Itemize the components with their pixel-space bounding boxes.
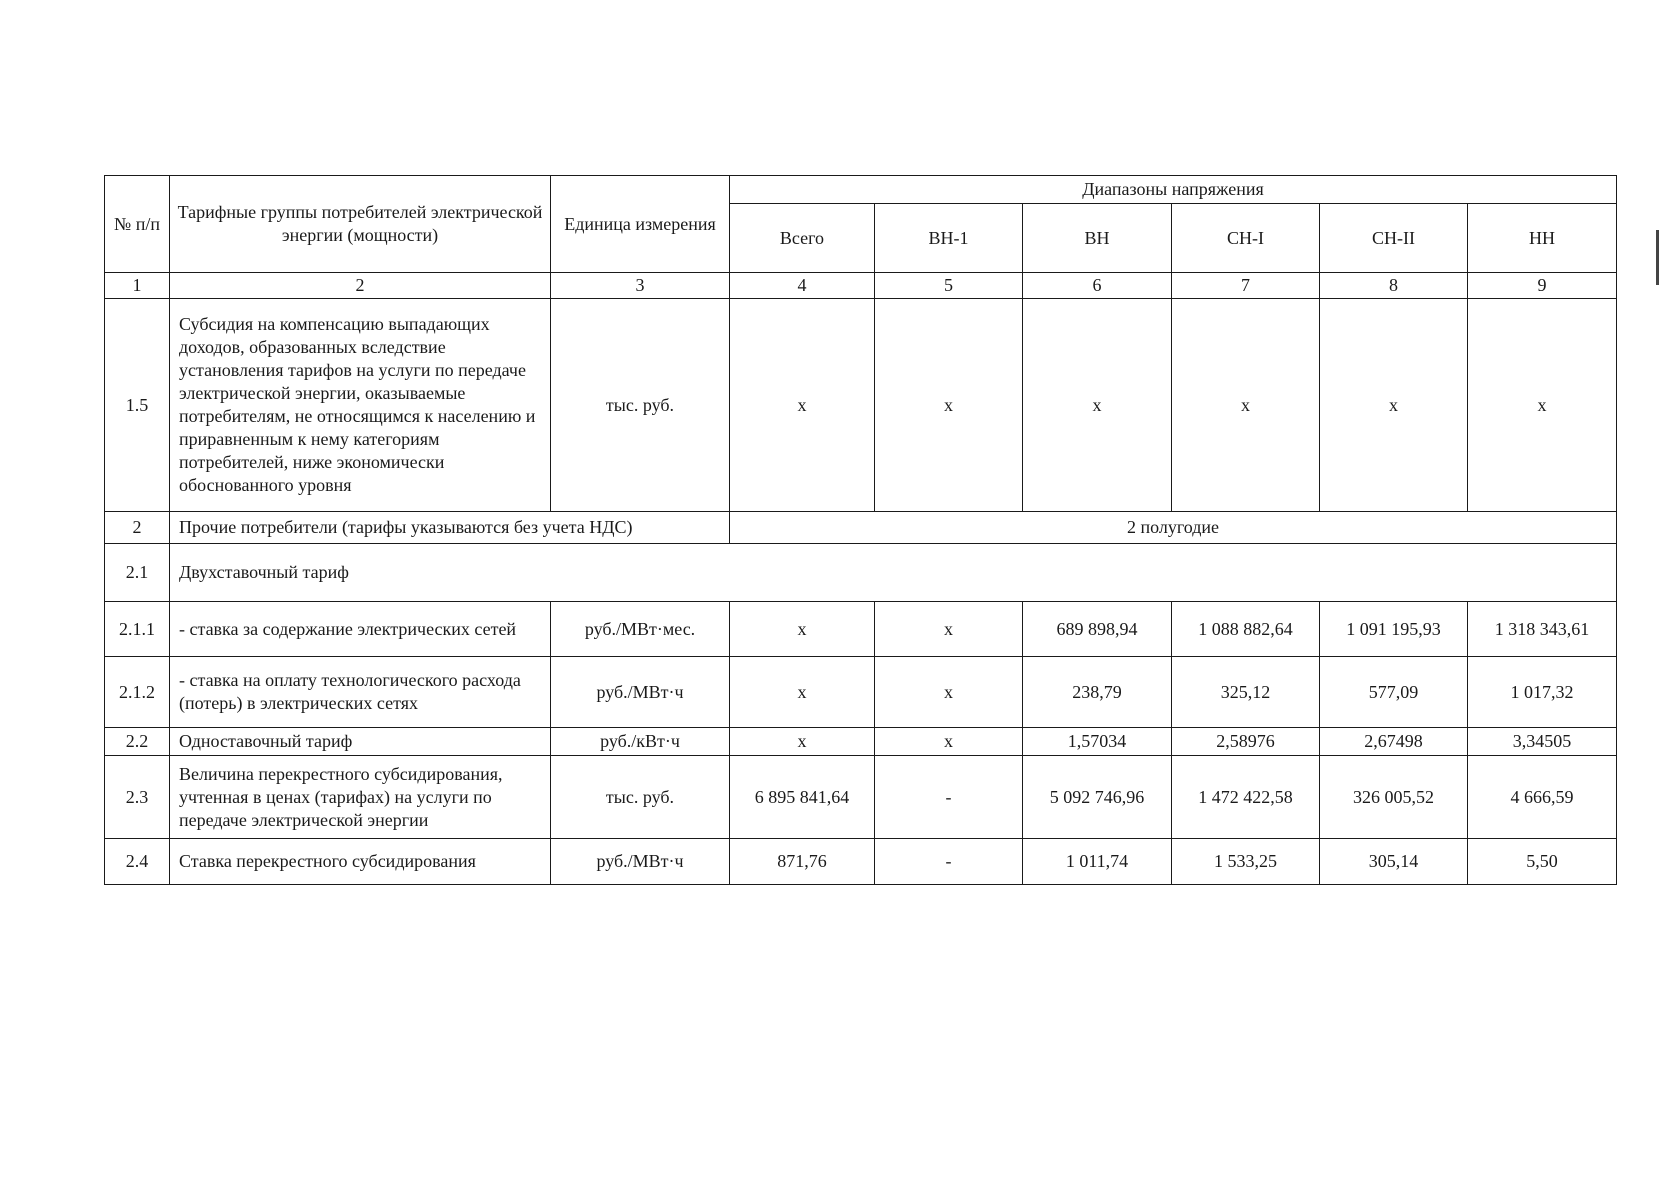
row-name: Величина перекрестного субсидирования, учтенная в ценах (тарифах) на услуги по передаче электрической энергии [170,756,551,839]
column-number: 3 [551,273,730,299]
value-vn: х [1023,299,1172,512]
header-num: № п/п [105,176,170,273]
value-vn: 1,57034 [1023,728,1172,756]
row-unit: руб./МВт·ч [551,657,730,728]
value-nn: 4 666,59 [1468,756,1617,839]
header-voltage-ranges: Диапазоны напряжения [730,176,1617,204]
header-col-sn2: СН-II [1320,204,1468,273]
row-name: - ставка на оплату технологического расхода (потерь) в электрических сетях [170,657,551,728]
row-name: - ставка за содержание электрических сетей [170,602,551,657]
value-vn1: - [875,839,1023,885]
row-number: 2.2 [105,728,170,756]
header-col-sn1: СН-I [1172,204,1320,273]
header-col-nn: НН [1468,204,1617,273]
value-vn: 1 011,74 [1023,839,1172,885]
value-sn2: 2,67498 [1320,728,1468,756]
table-row-2-2 [105,728,1617,756]
value-vn1: х [875,602,1023,657]
column-number: 5 [875,273,1023,299]
table-row-1-5 [105,299,1617,512]
header-group: Тарифные группы потребителей электрической энергии (мощности) [170,176,551,273]
value-vn: 5 092 746,96 [1023,756,1172,839]
column-number: 4 [730,273,875,299]
value-nn: 3,34505 [1468,728,1617,756]
value-vn: 238,79 [1023,657,1172,728]
row-number: 2.1.1 [105,602,170,657]
value-sn1: 1 088 882,64 [1172,602,1320,657]
value-sn1: х [1172,299,1320,512]
value-vn: 689 898,94 [1023,602,1172,657]
value-total: 6 895 841,64 [730,756,875,839]
value-total: х [730,602,875,657]
value-total: х [730,299,875,512]
row-name: Ставка перекрестного субсидирования [170,839,551,885]
value-sn1: 325,12 [1172,657,1320,728]
value-sn2: 1 091 195,93 [1320,602,1468,657]
value-sn2: 305,14 [1320,839,1468,885]
column-numbers-row [105,273,1617,299]
tariff-table [104,175,1617,885]
value-sn1: 1 533,25 [1172,839,1320,885]
table-header [105,176,1617,273]
row-number: 2 [105,512,170,544]
value-vn1: - [875,756,1023,839]
column-number: 6 [1023,273,1172,299]
header-unit: Единица измерения [551,176,730,273]
row-name: Одноставочный тариф [170,728,551,756]
column-number: 1 [105,273,170,299]
column-number: 2 [170,273,551,299]
table-row-2-3 [105,756,1617,839]
value-sn2: 326 005,52 [1320,756,1468,839]
row-number: 2.3 [105,756,170,839]
table-row-2-4 [105,839,1617,885]
table-row-2-1-1 [105,602,1617,657]
column-number: 8 [1320,273,1468,299]
row-number: 2.1 [105,544,170,602]
value-total: х [730,657,875,728]
header-col-vn1: ВН-1 [875,204,1023,273]
table-row-2 [105,512,1617,544]
value-nn: 5,50 [1468,839,1617,885]
value-total: 871,76 [730,839,875,885]
row-name: Двухставочный тариф [170,544,1617,602]
row-name: Субсидия на компенсацию выпадающих доходов, образованных вследствие установления тарифов на услуги по передаче электрической энергии, оказываемые потребителям, не относящимся к населению и приравненным к нему категориям потребителей, ниже экономически обоснованного уровня [170,299,551,512]
row-number: 1.5 [105,299,170,512]
table-row-2-1 [105,544,1617,602]
column-number: 7 [1172,273,1320,299]
row-name: Прочие потребители (тарифы указываются без учета НДС) [170,512,730,544]
value-vn1: х [875,728,1023,756]
value-vn1: х [875,657,1023,728]
table-row-2-1-2 [105,657,1617,728]
column-number: 9 [1468,273,1617,299]
row-unit: руб./МВт·мес. [551,602,730,657]
value-sn1: 1 472 422,58 [1172,756,1320,839]
value-sn2: х [1320,299,1468,512]
header-col-vn: ВН [1023,204,1172,273]
value-total: х [730,728,875,756]
value-vn1: х [875,299,1023,512]
value-nn: 1 017,32 [1468,657,1617,728]
row-unit: тыс. руб. [551,756,730,839]
value-sn1: 2,58976 [1172,728,1320,756]
header-col-total: Всего [730,204,875,273]
period-label: 2 полугодие [730,512,1617,544]
row-unit: руб./МВт·ч [551,839,730,885]
row-number: 2.1.2 [105,657,170,728]
row-unit: руб./кВт·ч [551,728,730,756]
row-number: 2.4 [105,839,170,885]
value-nn: х [1468,299,1617,512]
row-unit: тыс. руб. [551,299,730,512]
value-sn2: 577,09 [1320,657,1468,728]
value-nn: 1 318 343,61 [1468,602,1617,657]
